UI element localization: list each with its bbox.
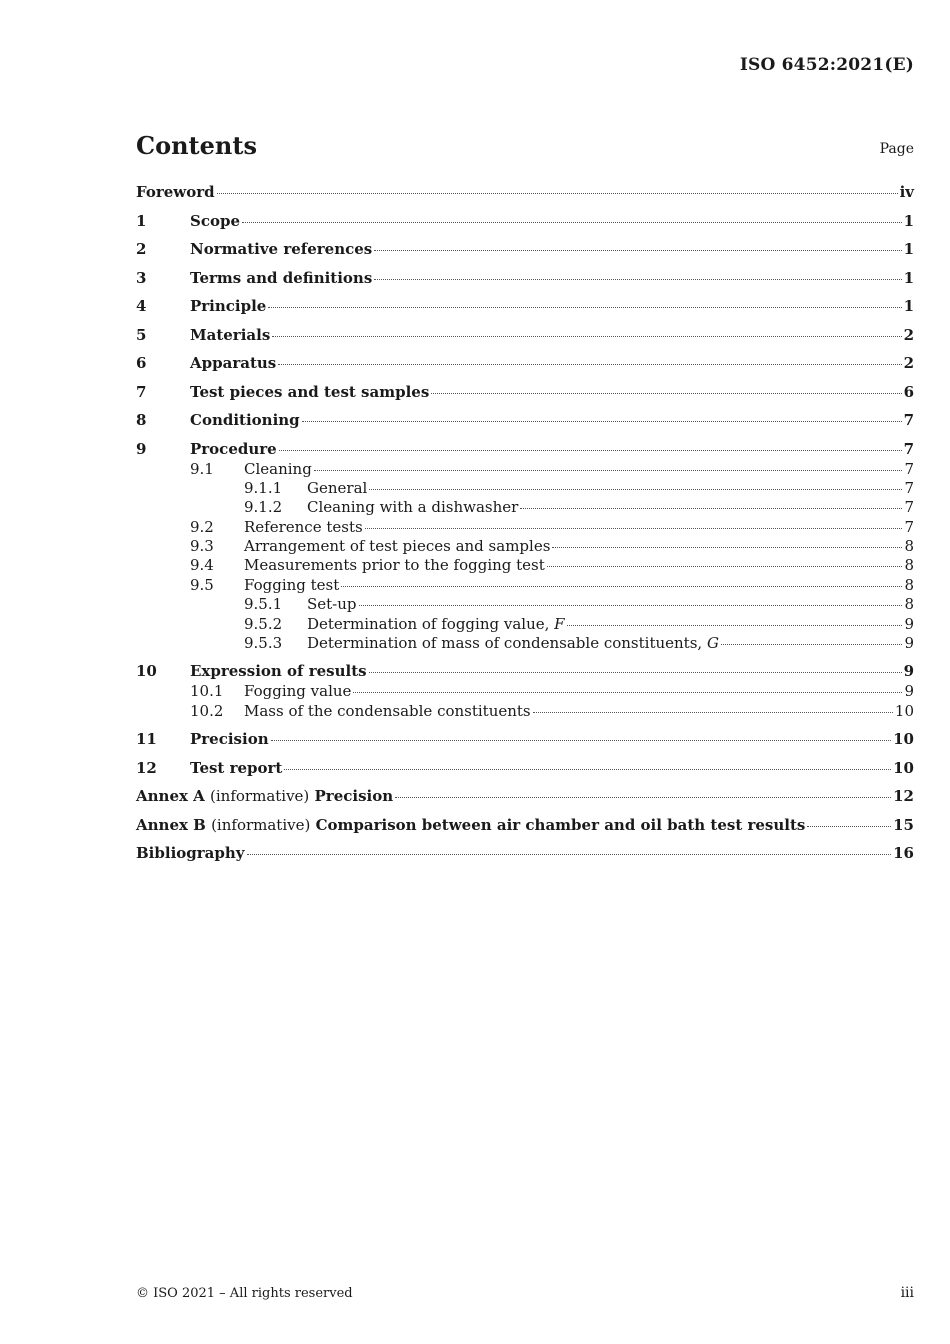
toc-entry-10-2[interactable]	[136, 702, 914, 721]
toc-entry-9-5[interactable]	[136, 576, 914, 595]
dot-leader	[268, 306, 901, 308]
toc-entry-annex-a[interactable]	[136, 787, 914, 816]
toc-title: Terms and definitions	[190, 268, 373, 287]
toc-number: 9.3	[190, 537, 214, 556]
toc-entry-9-3[interactable]	[136, 537, 914, 556]
dot-leader	[302, 420, 902, 422]
toc-entry-2[interactable]	[136, 240, 914, 269]
toc-title	[307, 634, 719, 652]
dot-leader	[567, 624, 903, 626]
toc-page: 7	[904, 459, 914, 478]
toc-title: Bibliography	[136, 844, 245, 863]
toc-number: 9.5.3	[244, 634, 283, 653]
toc-page: 1	[903, 240, 914, 258]
toc-entry-9-5-3[interactable]	[136, 634, 914, 653]
table-of-contents	[136, 183, 914, 873]
document-id: ISO 6452:2021(E)	[739, 55, 914, 75]
toc-page: 9	[904, 634, 914, 653]
toc-title: Cleaning	[244, 459, 312, 478]
dot-leader	[431, 392, 901, 394]
toc-entry-9-5-2[interactable]	[136, 615, 914, 634]
toc-page: 8	[904, 556, 914, 575]
toc-number: 9.5.2	[244, 614, 283, 633]
toc-number: 9.5.1	[244, 595, 283, 614]
toc-number: 8	[136, 411, 147, 429]
toc-entry-9-2[interactable]	[136, 518, 914, 537]
toc-entry-7[interactable]	[136, 383, 914, 412]
toc-page: 8	[904, 575, 914, 594]
footer-page-number: iii	[900, 1285, 914, 1301]
toc-entry-5[interactable]	[136, 326, 914, 355]
dot-leader	[359, 604, 903, 606]
dot-leader	[374, 249, 901, 251]
toc-page: iv	[899, 183, 914, 201]
toc-title: Expression of results	[190, 662, 367, 681]
toc-number: 12	[136, 758, 157, 777]
annex-label: Annex A	[136, 787, 205, 806]
toc-page: 10	[893, 758, 914, 777]
toc-entry-6[interactable]	[136, 354, 914, 383]
page-column-label: Page	[879, 141, 914, 157]
dot-leader	[271, 739, 892, 741]
toc-title	[136, 787, 393, 805]
toc-number: 7	[136, 382, 147, 401]
dot-leader	[369, 488, 902, 490]
toc-title: Mass of the condensable constituents	[244, 701, 531, 720]
toc-title: Precision	[190, 730, 269, 749]
toc-title: Foreword	[136, 183, 215, 201]
variable-symbol: F	[554, 614, 565, 633]
toc-title: Set-up	[307, 595, 357, 614]
toc-page: 6	[903, 382, 914, 401]
annex-label: Annex B	[136, 815, 206, 834]
toc-title: Cleaning with a dishwasher	[307, 498, 519, 517]
toc-title-text: Determination of fogging value,	[307, 614, 555, 633]
toc-page: 7	[904, 517, 914, 536]
toc-page: 10	[893, 730, 914, 749]
toc-entry-10-1[interactable]	[136, 682, 914, 701]
toc-number: 10	[136, 662, 157, 681]
toc-page: 1	[903, 268, 914, 287]
toc-entry-9-4[interactable]	[136, 556, 914, 575]
dot-leader	[278, 363, 901, 365]
toc-entry-8[interactable]	[136, 411, 914, 440]
toc-number: 4	[136, 297, 147, 315]
toc-number: 9.4	[190, 556, 214, 575]
toc-entry-3[interactable]	[136, 269, 914, 298]
toc-title: Normative references	[190, 240, 373, 258]
annex-informative: (informative)	[210, 787, 310, 806]
toc-number: 9.1.1	[244, 478, 283, 497]
dot-leader	[284, 768, 891, 770]
toc-title	[307, 615, 565, 633]
toc-page: 12	[893, 787, 914, 806]
dot-leader	[374, 278, 901, 280]
annex-informative: (informative)	[211, 815, 311, 834]
toc-page: 8	[904, 537, 914, 556]
toc-entry-11[interactable]	[136, 730, 914, 759]
toc-entry-9-1-2[interactable]	[136, 498, 914, 517]
dot-leader	[217, 192, 898, 194]
toc-title: Apparatus	[190, 354, 277, 372]
toc-number: 10.2	[190, 701, 224, 720]
toc-page: 7	[904, 478, 914, 497]
toc-page: 7	[903, 411, 914, 429]
toc-title: Principle	[190, 297, 267, 315]
toc-number: 9.1	[190, 459, 214, 478]
dot-leader	[721, 643, 903, 645]
toc-title: Procedure	[190, 439, 277, 458]
toc-entry-bibliography[interactable]	[136, 844, 914, 873]
annex-title: Comparison between air chamber and oil bath test results	[315, 815, 806, 834]
toc-page: 9	[903, 662, 914, 681]
dot-leader	[807, 825, 891, 827]
dot-leader	[365, 527, 903, 529]
toc-title	[136, 816, 805, 834]
toc-title: Conditioning	[190, 411, 300, 429]
toc-number: 1	[136, 211, 147, 230]
toc-page: 10	[894, 701, 914, 720]
toc-title: Measurements prior to the fogging test	[244, 556, 545, 575]
toc-number: 10.1	[190, 682, 224, 701]
toc-title: Fogging value	[244, 682, 352, 701]
toc-entry-10[interactable]	[136, 662, 914, 682]
toc-number: 2	[136, 240, 147, 258]
toc-page: 8	[904, 595, 914, 614]
toc-number: 9.2	[190, 517, 214, 536]
dot-leader	[520, 507, 902, 509]
copyright-notice: © ISO 2021 – All rights reserved	[136, 1286, 353, 1301]
dot-leader	[279, 449, 902, 451]
toc-page: 16	[893, 844, 914, 863]
toc-page: 2	[903, 325, 914, 344]
dot-leader	[272, 335, 901, 337]
toc-page: 7	[903, 439, 914, 458]
toc-entry-9-5-1[interactable]	[136, 595, 914, 614]
toc-entry-9-1-1[interactable]	[136, 479, 914, 498]
toc-page: 1	[903, 211, 914, 230]
dot-leader	[552, 546, 902, 548]
dot-leader	[353, 691, 902, 693]
toc-entry-12[interactable]	[136, 759, 914, 788]
toc-title: Test report	[190, 758, 283, 777]
toc-title: Reference tests	[244, 517, 363, 536]
toc-page: 15	[893, 815, 914, 834]
toc-number: 3	[136, 268, 147, 287]
toc-title: General	[307, 478, 368, 497]
toc-entry-1[interactable]	[136, 212, 914, 241]
toc-page: 9	[904, 682, 914, 701]
dot-leader	[547, 565, 903, 567]
toc-title: Materials	[190, 325, 271, 344]
dot-leader	[395, 796, 891, 798]
toc-number: 6	[136, 354, 147, 372]
toc-title: Scope	[190, 211, 241, 230]
dot-leader	[247, 853, 892, 855]
toc-title: Fogging test	[244, 575, 340, 594]
dot-leader	[341, 585, 902, 587]
dot-leader	[533, 711, 893, 713]
toc-page: 2	[903, 354, 914, 372]
toc-entry-4[interactable]	[136, 297, 914, 326]
toc-entry-9[interactable]	[136, 440, 914, 460]
toc-number: 11	[136, 730, 157, 749]
toc-title: Arrangement of test pieces and samples	[244, 537, 551, 556]
variable-symbol: G	[706, 634, 719, 653]
toc-number: 5	[136, 325, 147, 344]
annex-title: Precision	[314, 787, 394, 806]
dot-leader	[314, 469, 903, 471]
toc-number: 9	[136, 439, 147, 458]
toc-entry-9-1[interactable]	[136, 460, 914, 479]
toc-number: 9.1.2	[244, 498, 283, 517]
toc-title-text: Determination of mass of condensable constituents,	[307, 634, 707, 653]
dot-leader	[242, 221, 902, 223]
toc-number: 9.5	[190, 575, 214, 594]
toc-page: 9	[904, 614, 914, 633]
toc-page: 1	[903, 297, 914, 315]
contents-heading: Contents	[136, 131, 257, 160]
dot-leader	[369, 671, 902, 673]
toc-title: Test pieces and test samples	[190, 382, 430, 401]
toc-entry-foreword[interactable]	[136, 183, 914, 212]
toc-entry-annex-b[interactable]	[136, 816, 914, 845]
toc-page: 7	[904, 498, 914, 517]
